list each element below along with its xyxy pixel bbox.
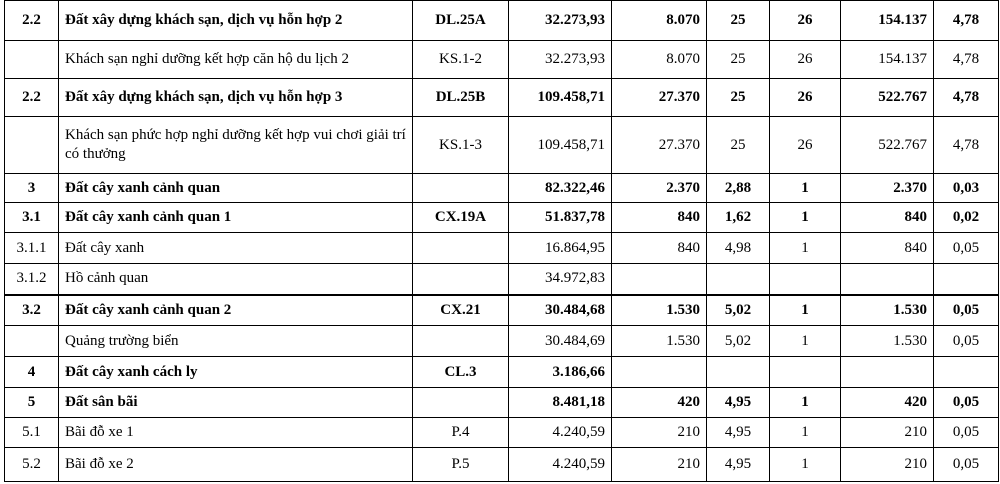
cell-value-8: 522.767 <box>841 117 934 174</box>
cell-value-7 <box>770 264 841 295</box>
table-row <box>5 79 999 117</box>
cell-stt: 5.1 <box>5 418 59 448</box>
cell-land-use-name: Đất cây xanh cách ly <box>59 357 413 388</box>
cell-plot-code: CL.3 <box>413 357 509 388</box>
cell-value-8 <box>841 357 934 388</box>
cell-value-5: 2.370 <box>612 174 707 203</box>
table-row <box>5 264 999 295</box>
cell-value-8: 840 <box>841 203 934 233</box>
cell-area: 16.864,95 <box>509 233 612 264</box>
cell-value-7: 26 <box>770 41 841 79</box>
cell-land-use-name: Đất cây xanh cảnh quan <box>59 174 413 203</box>
cell-value-9: 4,78 <box>934 1 999 41</box>
cell-value-5: 210 <box>612 418 707 448</box>
cell-plot-code: KS.1-3 <box>413 117 509 174</box>
table-row <box>5 233 999 264</box>
land-use-table <box>4 0 999 482</box>
table-row <box>5 174 999 203</box>
cell-value-5: 1.530 <box>612 295 707 326</box>
cell-value-6: 4,95 <box>707 448 770 482</box>
table-row <box>5 326 999 357</box>
cell-stt: 5.2 <box>5 448 59 482</box>
table-row <box>5 357 999 388</box>
cell-plot-code: CX.21 <box>413 295 509 326</box>
table-row <box>5 448 999 482</box>
cell-plot-code: CX.19A <box>413 203 509 233</box>
cell-stt: 3 <box>5 174 59 203</box>
cell-value-5: 27.370 <box>612 79 707 117</box>
cell-value-5: 840 <box>612 233 707 264</box>
cell-value-6: 25 <box>707 1 770 41</box>
cell-value-8: 210 <box>841 448 934 482</box>
cell-area: 30.484,68 <box>509 295 612 326</box>
cell-land-use-name: Khách sạn nghỉ dưỡng kết hợp căn hộ du lịch 2 <box>59 41 413 79</box>
cell-area: 34.972,83 <box>509 264 612 295</box>
cell-value-5: 1.530 <box>612 326 707 357</box>
cell-value-6: 1,62 <box>707 203 770 233</box>
cell-value-9: 0,05 <box>934 326 999 357</box>
cell-area: 30.484,69 <box>509 326 612 357</box>
cell-value-7: 1 <box>770 203 841 233</box>
cell-value-6: 25 <box>707 117 770 174</box>
cell-value-7: 1 <box>770 326 841 357</box>
cell-area: 32.273,93 <box>509 41 612 79</box>
cell-stt: 3.1.2 <box>5 264 59 295</box>
cell-value-9: 4,78 <box>934 117 999 174</box>
cell-plot-code <box>413 264 509 295</box>
cell-area: 3.186,66 <box>509 357 612 388</box>
cell-value-5: 8.070 <box>612 1 707 41</box>
cell-value-6: 2,88 <box>707 174 770 203</box>
cell-value-9: 0,05 <box>934 233 999 264</box>
cell-area: 109.458,71 <box>509 117 612 174</box>
cell-area: 4.240,59 <box>509 418 612 448</box>
cell-value-8 <box>841 264 934 295</box>
cell-value-8: 1.530 <box>841 295 934 326</box>
cell-value-8: 420 <box>841 388 934 418</box>
cell-value-9 <box>934 264 999 295</box>
table-row <box>5 203 999 233</box>
cell-value-7: 26 <box>770 1 841 41</box>
cell-value-5 <box>612 264 707 295</box>
cell-stt <box>5 117 59 174</box>
cell-value-9: 0,05 <box>934 418 999 448</box>
cell-area: 4.240,59 <box>509 448 612 482</box>
cell-value-8: 154.137 <box>841 41 934 79</box>
cell-stt: 3.2 <box>5 295 59 326</box>
cell-value-7: 1 <box>770 418 841 448</box>
cell-value-7: 26 <box>770 117 841 174</box>
cell-stt: 3.1.1 <box>5 233 59 264</box>
cell-value-9: 0,05 <box>934 388 999 418</box>
table-row <box>5 1 999 41</box>
cell-land-use-name: Đất xây dựng khách sạn, dịch vụ hỗn hợp 2 <box>59 1 413 41</box>
cell-value-6: 4,95 <box>707 388 770 418</box>
cell-value-8: 522.767 <box>841 79 934 117</box>
cell-land-use-name: Khách sạn phức hợp nghỉ dưỡng kết hợp vui chơi giải trí có thưởng <box>59 117 413 174</box>
cell-land-use-name: Quảng trường biển <box>59 326 413 357</box>
cell-value-9: 0,05 <box>934 448 999 482</box>
cell-stt: 5 <box>5 388 59 418</box>
table-row <box>5 388 999 418</box>
cell-plot-code: P.5 <box>413 448 509 482</box>
cell-land-use-name: Đất xây dựng khách sạn, dịch vụ hỗn hợp 3 <box>59 79 413 117</box>
cell-value-6: 25 <box>707 41 770 79</box>
cell-value-8: 210 <box>841 418 934 448</box>
cell-land-use-name: Đất sân bãi <box>59 388 413 418</box>
cell-plot-code <box>413 174 509 203</box>
cell-stt: 4 <box>5 357 59 388</box>
cell-value-7: 1 <box>770 295 841 326</box>
cell-value-8: 840 <box>841 233 934 264</box>
cell-plot-code: KS.1-2 <box>413 41 509 79</box>
cell-value-5: 210 <box>612 448 707 482</box>
cell-plot-code: P.4 <box>413 418 509 448</box>
cell-land-use-name: Hồ cảnh quan <box>59 264 413 295</box>
cell-land-use-name: Đất cây xanh <box>59 233 413 264</box>
cell-area: 51.837,78 <box>509 203 612 233</box>
cell-value-5 <box>612 357 707 388</box>
cell-stt: 2.2 <box>5 79 59 117</box>
cell-value-7: 26 <box>770 79 841 117</box>
cell-value-9: 4,78 <box>934 41 999 79</box>
cell-area: 109.458,71 <box>509 79 612 117</box>
cell-plot-code <box>413 326 509 357</box>
cell-stt <box>5 326 59 357</box>
cell-area: 32.273,93 <box>509 1 612 41</box>
cell-value-7: 1 <box>770 233 841 264</box>
cell-area: 8.481,18 <box>509 388 612 418</box>
cell-value-6: 25 <box>707 79 770 117</box>
table-row <box>5 418 999 448</box>
cell-value-8: 1.530 <box>841 326 934 357</box>
cell-plot-code <box>413 388 509 418</box>
cell-area: 82.322,46 <box>509 174 612 203</box>
cell-value-5: 840 <box>612 203 707 233</box>
table-row <box>5 295 999 326</box>
cell-value-7: 1 <box>770 448 841 482</box>
cell-plot-code: DL.25A <box>413 1 509 41</box>
cell-value-9: 0,05 <box>934 295 999 326</box>
cell-value-7: 1 <box>770 174 841 203</box>
table-row <box>5 41 999 79</box>
cell-value-6 <box>707 264 770 295</box>
cell-value-6: 4,98 <box>707 233 770 264</box>
cell-value-7 <box>770 357 841 388</box>
cell-value-5: 27.370 <box>612 117 707 174</box>
cell-value-6: 4,95 <box>707 418 770 448</box>
cell-value-9: 0,03 <box>934 174 999 203</box>
cell-plot-code: DL.25B <box>413 79 509 117</box>
cell-value-9: 0,02 <box>934 203 999 233</box>
cell-land-use-name: Đất cây xanh cảnh quan 2 <box>59 295 413 326</box>
cell-value-8: 2.370 <box>841 174 934 203</box>
cell-stt: 2.2 <box>5 1 59 41</box>
cell-value-6: 5,02 <box>707 326 770 357</box>
cell-value-9 <box>934 357 999 388</box>
cell-plot-code <box>413 233 509 264</box>
cell-value-7: 1 <box>770 388 841 418</box>
cell-land-use-name: Bãi đỗ xe 1 <box>59 418 413 448</box>
cell-value-8: 154.137 <box>841 1 934 41</box>
cell-value-5: 420 <box>612 388 707 418</box>
table-row <box>5 117 999 174</box>
cell-value-6 <box>707 357 770 388</box>
cell-land-use-name: Bãi đỗ xe 2 <box>59 448 413 482</box>
cell-value-9: 4,78 <box>934 79 999 117</box>
cell-value-6: 5,02 <box>707 295 770 326</box>
cell-value-5: 8.070 <box>612 41 707 79</box>
cell-stt: 3.1 <box>5 203 59 233</box>
cell-stt <box>5 41 59 79</box>
cell-land-use-name: Đất cây xanh cảnh quan 1 <box>59 203 413 233</box>
